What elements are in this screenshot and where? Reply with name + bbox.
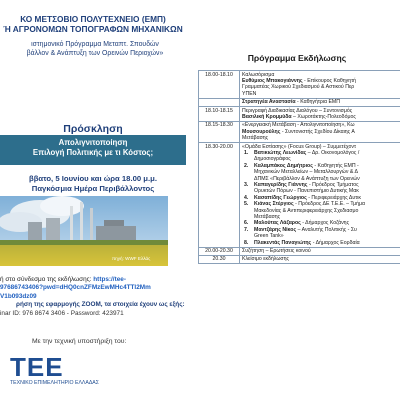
participant-name: Καλαμπάκος Δημήτριος bbox=[254, 162, 313, 169]
schedule-table bbox=[198, 70, 400, 264]
zoom-app-line: ρήση της εφαρμογής ZOOM, τα στοιχεία έχουν ως εξής: bbox=[16, 301, 185, 309]
participant-role-cont: Μετάβασης bbox=[254, 214, 281, 221]
participant-role: - Πρόεδρος Τμήματος bbox=[307, 182, 359, 188]
zoom-link-end[interactable]: V1b093dz09 bbox=[0, 292, 37, 300]
item-number: 5. bbox=[244, 201, 249, 208]
schedule-row bbox=[199, 71, 400, 99]
speaker-name: Βασιλική Κρομμύδα bbox=[242, 113, 292, 120]
participant-role: – Αναλυτής Πολιτικής - Συ bbox=[296, 226, 357, 233]
row-desc: Κλείσιμο εκδήλωσης bbox=[240, 255, 400, 263]
row-line: Περιγραφή Διαδικασίας Διαλόγου – Συντονισμός bbox=[242, 107, 353, 114]
zoom-credentials: inar ID: 976 8674 3406 - Password: 423971 bbox=[0, 309, 124, 317]
speaker-name: Στρατηγέα Αναστασία bbox=[242, 99, 296, 106]
item-number: 7. bbox=[244, 226, 249, 233]
row-line: ΥΠΕΝ bbox=[242, 90, 257, 97]
program-subtitle bbox=[0, 40, 190, 58]
row-desc bbox=[240, 121, 400, 142]
row-line: «Ενεργειακή Μετάβαση - Απολιγνιτοποίηση», Κω bbox=[242, 122, 355, 129]
participant-name: Μαντζάρης Νίκος bbox=[254, 226, 297, 233]
participant-role: - Πρόεδρος ΔΕ Τ.Ε.Ε. – Τμήμα bbox=[293, 201, 365, 208]
subtitle-line: ιστημονικό Πρόγραμμα Μεταπτ. Σπουδών bbox=[31, 41, 159, 48]
row-desc bbox=[240, 71, 400, 99]
participant-role-cont: ΔΠΜΣ «Περιβάλλον & Ανάπτυξη των Ορεινών bbox=[254, 175, 360, 182]
speaker-name: Μουσουρούλης bbox=[242, 128, 281, 135]
participant-role-cont: Μηχανικών Μεταλλείων – Μεταλλουργών & Δ bbox=[254, 169, 358, 176]
schedule-row bbox=[199, 143, 400, 248]
row-desc bbox=[240, 98, 400, 106]
schedule-row bbox=[199, 247, 400, 255]
row-time: 18.30-20.00 bbox=[199, 143, 240, 248]
schedule-row bbox=[199, 121, 400, 142]
support-text: Με την τεχνική υποστήριξη του: bbox=[32, 338, 127, 345]
list-item bbox=[242, 227, 400, 240]
row-time: 18.10-18.15 bbox=[199, 107, 240, 122]
row-line: Μετάβασης bbox=[242, 135, 269, 142]
university-header bbox=[0, 14, 186, 34]
participant-role: – Δρ. Οικονομολόγος / bbox=[306, 149, 360, 156]
header-line: ΚΟ ΜΕΤΣΟΒΙΟ ΠΟΛΥΤΕΧΝΕΙΟ (ΕΜΠ) bbox=[20, 14, 166, 24]
subtitle-line: βάλλον & Ανάπτυξη των Ορεινών Περιοχών» bbox=[26, 50, 164, 57]
photo-credit: πηγή: WWF Ελλάς bbox=[112, 256, 151, 261]
power-plant-photo bbox=[0, 196, 168, 266]
speaker-role: – Χωροτάκτης-Πολεοδόμος bbox=[291, 113, 356, 120]
row-desc: Συζήτηση – Ερωτήσεις κοινού bbox=[240, 247, 400, 255]
event-date bbox=[0, 174, 186, 194]
list-item bbox=[242, 240, 400, 246]
header-line: Ή ΑΓΡΟΝΟΜΩΝ ΤΟΠΟΓΡΑΦΩΝ ΜΗΧΑΝΙΚΩΝ bbox=[3, 24, 183, 34]
zoom-link-cont[interactable]: 97686743406?pwd=dHQ0cnZFMzEwMHc4TTl2Mm bbox=[0, 284, 151, 292]
list-item bbox=[242, 163, 400, 182]
row-time: 18.00-18.10 bbox=[199, 71, 240, 99]
participant-name: Πλακεντάς Παναγιώτης bbox=[254, 239, 312, 246]
schedule-row bbox=[199, 107, 400, 122]
date-line: ββατο, 5 Ιουνίου και ώρα 18.00 μ.μ. bbox=[29, 174, 157, 183]
participant-role: - Δήμαρχος Εορδαία bbox=[311, 239, 360, 246]
participant-role: - Καθηγητής ΕΜΠ - bbox=[312, 162, 359, 169]
list-item bbox=[242, 201, 400, 220]
item-number: 1. bbox=[244, 149, 249, 156]
schedule-row bbox=[199, 255, 400, 263]
participant-role-cont: Ορυκτών Πόρων - Πανεπιστήμιο Δυτικής Μακ bbox=[254, 188, 359, 195]
schedule-row bbox=[199, 98, 400, 106]
item-number: 2. bbox=[244, 162, 249, 169]
speaker-name: Ευθύμιος Μπακογιάννης bbox=[242, 77, 303, 84]
participant-name: Κιάνας Στέργιος bbox=[254, 201, 294, 208]
zoom-link[interactable]: https://tee- bbox=[93, 276, 126, 283]
row-desc bbox=[240, 107, 400, 122]
row-line: Καλωσόρισμα bbox=[242, 71, 275, 78]
banner-line: Απολιγνιτοποίηση bbox=[58, 138, 128, 147]
item-number: 6. bbox=[244, 220, 249, 227]
participant-list bbox=[242, 150, 400, 246]
tee-full-name: ΤΕΧΝΙΚΟ ΕΠΙΜΕΛΗΤΗΡΙΟ ΕΛΛΑΔΑΣ bbox=[10, 380, 99, 386]
item-number: 4. bbox=[244, 194, 249, 201]
topic-banner bbox=[0, 135, 186, 165]
participant-name: Καπαγερίδης Γιάννης bbox=[254, 182, 308, 188]
participant-name: Βατικιώτης Λεωνίδας bbox=[254, 149, 307, 156]
speaker-role: - Συντονιστής Σχεδίου Δίκαιης Α bbox=[280, 128, 355, 135]
list-item bbox=[242, 150, 400, 163]
zoom-intro: ή στο σύνδεσμο της εκδήλωσης: bbox=[0, 276, 92, 283]
row-time: 20.30 bbox=[199, 255, 240, 263]
invite-title: Πρόσκληση bbox=[63, 123, 123, 135]
row-line: «Ομάδα Εστίασης» (Focus Group) – Συμμετέχοντ bbox=[242, 143, 357, 150]
item-number: 8. bbox=[244, 239, 249, 246]
invitation-panel bbox=[0, 0, 190, 400]
participant-name: Κασαπίδης Γεώργιος bbox=[254, 194, 307, 201]
tee-logo: ΤΕΕ bbox=[10, 352, 64, 382]
date-line: Παγκόσμια Ημέρα Περιβάλλοντος bbox=[31, 184, 155, 193]
row-desc bbox=[240, 143, 400, 248]
program-title: Πρόγραμμα Εκδήλωσης bbox=[247, 53, 347, 63]
row-time: 18.15-18.30 bbox=[199, 121, 240, 142]
participant-role: - Δήμαρχος Κοζάνης bbox=[300, 220, 350, 227]
participant-name: Μαλούτας Λάζαρος bbox=[254, 220, 301, 227]
speaker-role: - Καθηγήτρια ΕΜΠ bbox=[295, 99, 340, 106]
participant-role: - Περιφερειάρχης Δυτικ bbox=[306, 194, 361, 201]
participant-role-cont: Green Tank» bbox=[254, 233, 284, 240]
item-number: 3. bbox=[244, 182, 249, 188]
program-panel bbox=[194, 0, 400, 400]
row-time: 20.00-20.30 bbox=[199, 247, 240, 255]
banner-line: Επιλογή Πολιτικής με τι Κόστος; bbox=[32, 148, 154, 157]
participant-role-cont: Μακεδονίας & Αντιπεριφερειάρχης Σχεδιασμο bbox=[254, 207, 359, 214]
row-time bbox=[199, 98, 240, 106]
list-item bbox=[242, 182, 400, 195]
row-line: Γραμματέας Χωρικού Σχεδιασμού & Αστικού Περ bbox=[242, 84, 355, 91]
participant-role-cont: Δημοσιογράφος bbox=[254, 156, 291, 163]
speaker-role: - Επίκουρος Καθηγητή bbox=[302, 77, 357, 84]
zoom-info bbox=[0, 276, 190, 318]
